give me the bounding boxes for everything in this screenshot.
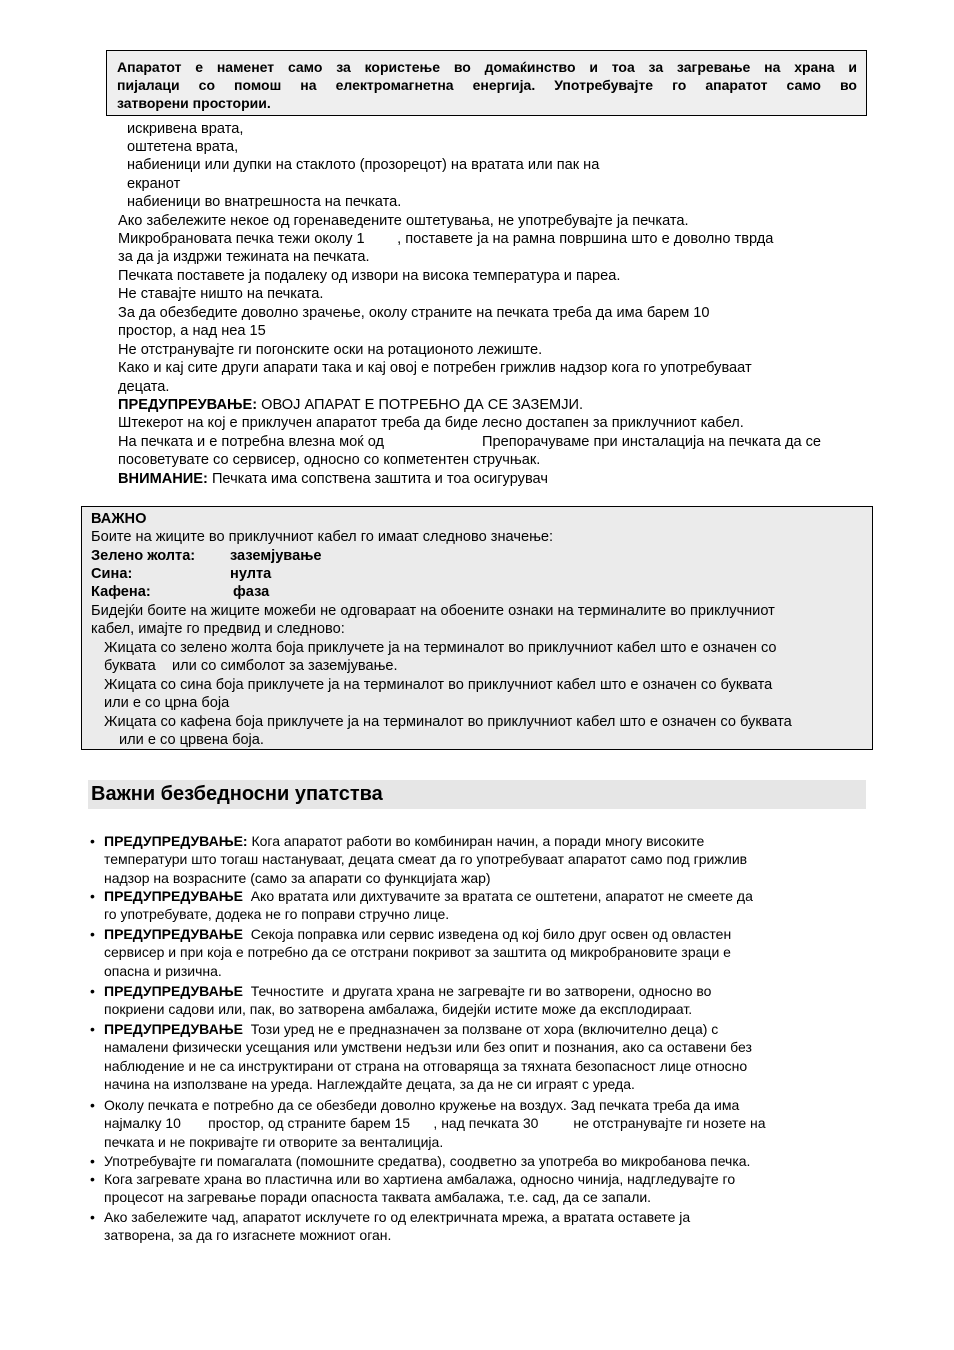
bullet-line [104, 1020, 718, 1038]
bullet-line [104, 1057, 747, 1075]
list-item: набиеници или дупки на стаклото (прозорецот) на вратата или пак на [127, 157, 600, 173]
list-item: искривена врата, [127, 121, 244, 137]
bullet-text: надзор на возрасните (само за апарати со функцијата жар) [104, 869, 491, 886]
bullet-line [104, 869, 491, 887]
bullet-dot-icon: • [90, 1209, 95, 1225]
bullet-text: наблюдение и не са инструктирани от страна на отговаряща за тяхната безопасност лице относно [104, 1057, 748, 1074]
bullet-line [104, 1208, 690, 1226]
plug-line: Штекерот на кој е приклучен апаратот треба да биде лесно достапен за приклучниот кабел. [118, 415, 744, 431]
bullet-dot-icon: • [90, 926, 95, 942]
bullet-line [104, 1170, 735, 1188]
bullet-text: намалени физически усещания или умствени недъзи или без опит и познания, ако са оставени без [104, 1039, 752, 1056]
section-title: Важни безбедносни упатства [91, 783, 383, 805]
important-title: ВАЖНО [91, 511, 147, 527]
instruction-line: Како и кај сите други апарати така и кај овој е потребен грижлив надзор кога го употребуваат [118, 360, 752, 376]
usage-notice-box [106, 50, 867, 116]
bullet-line [104, 1075, 635, 1093]
bullet-text: Течностите и другата храна не загревајте ги во затворени, односно во [242, 983, 712, 999]
bullet-line [104, 1096, 739, 1114]
bullet-line [104, 905, 449, 923]
bullet-text: Секоја поправка или сервис изведена од кој било друг освен од овластен [242, 926, 732, 942]
section-heading [88, 780, 866, 809]
attention-line [118, 470, 548, 488]
wiring-rule: или е со црвена боја. [119, 732, 264, 748]
instruction-line: Печката поставете ја подалеку од извори на висока температура и пареа. [118, 268, 621, 284]
bullet-line [104, 1226, 391, 1244]
bullet-dot-icon: • [90, 983, 95, 999]
bullet-text: Ако забележите чад, апаратот исклучете го од електричната мрежа, а вратата оставете ја [104, 1209, 691, 1225]
usage-notice-line: пијалаци со помош на електромагнетна енергија. Употребувајте го апаратот само во [117, 77, 857, 93]
socket-line-2: посоветувате со сервисер, односно со копметентен стручњак. [118, 452, 541, 468]
bullet-line [104, 1188, 651, 1206]
bullet-dot-icon: • [90, 1153, 95, 1169]
ground-warning-label: ПРЕДУПРЕУВАЊЕ: [118, 397, 258, 413]
bullet-text: покриени садови или, пак, во затворена амбалажа, бидејќи истите може да експлодираат. [104, 1001, 693, 1018]
bullet-text: начина на използване на уреда. Наглеждайте децата, за да не си играят с уреда. [104, 1076, 635, 1093]
bullet-dot-icon: • [90, 1021, 95, 1037]
bullet-dot-icon: • [90, 1097, 95, 1113]
wire-color: Зелено жолта: [91, 548, 196, 564]
bullet-warning-label: ПРЕДУПРЕДУВАЊЕ: [104, 833, 248, 849]
wire-meaning: фаза [233, 584, 270, 600]
bullet-warning-label: ПРЕДУПРЕДУВАЊЕ [104, 888, 243, 904]
usage-notice-line: Апаратот е наменет само за користење во домаќинство и тоа за загревање на храна и [117, 59, 857, 75]
list-item: набиеници во внатрешноста на печката. [127, 194, 402, 210]
instruction-line: Ако забележите некое од горенаведените оштетувања, не употребувајте ја печката. [118, 213, 689, 229]
socket-line: На печката и е потребна влезна моќ од [118, 434, 385, 450]
important-wiring-box [81, 506, 873, 750]
bullet-warning-label: ПРЕДУПРЕДУВАЊЕ [104, 1021, 243, 1037]
bullet-line [104, 982, 711, 1000]
socket-line-cont: Препорачуваме при инсталација на печката да се [482, 434, 822, 450]
usage-notice-line: затворени простории. [117, 95, 271, 111]
bullet-text: Ако вратата или дихтувачите за вратата се оштетени, апаратот не смеете да [242, 888, 753, 904]
important-note: Бидејќи боите на жиците можеби не одговараат на обоените ознаки на терминалите во приклучниот [91, 603, 775, 619]
bullet-line [104, 1133, 443, 1151]
attention-text: Печката има сопствена заштита и тоа осигурувач [207, 471, 548, 487]
wiring-rule: Жицата со зелено жолта боја приклучете ја на терминалот во приклучниот кабел што е означен со [104, 640, 777, 656]
bullet-text: процесот на загревање поради опасноста таквата амбалажа, т.е. сад, да се запали. [104, 1189, 652, 1206]
bullet-dot-icon: • [90, 1171, 95, 1187]
bullet-line [104, 925, 731, 943]
instruction-line: простор, а над неа 15 [118, 323, 266, 339]
bullet-line [104, 832, 704, 850]
bullet-line [104, 1114, 766, 1132]
instruction-line: за да ја издржи тежината на печката. [118, 249, 370, 265]
bullet-text: Околу печката е потребно да се обезбеди доволно кружење на воздух. Зад печката треба да има [104, 1097, 740, 1113]
important-note: кабел, имајте го предвид и следново: [91, 621, 345, 637]
wiring-rule: Жицата со кафена боја приклучете ја на терминалот во приклучниот кабел што е означен со буквата [104, 714, 792, 730]
bullet-text: затворена, за да го изгаснете можниот оган. [104, 1227, 392, 1244]
bullet-line [104, 943, 731, 961]
wiring-rule: буквата или со симболот за заземјување. [104, 658, 398, 674]
attention-label: ВНИМАНИЕ: [118, 471, 208, 487]
wiring-rule: Жицата со сина боја приклучете ја на терминалот во приклучниот кабел што е означен со буквата [104, 677, 773, 693]
wiring-rule: или е со црна боја [104, 695, 230, 711]
bullet-text: Кога апаратот работи во комбиниран начин, а поради многу високите [247, 833, 705, 849]
bullet-text: сервисер и при која е потребно да се отстрани покривот за заштита од микробрановите зраци е [104, 944, 731, 961]
bullet-text: опасна и ризична. [104, 962, 222, 979]
bullet-dot-icon: • [90, 888, 95, 904]
bullet-line [104, 1000, 692, 1018]
important-intro: Боите на жиците во приклучниот кабел го имаат следново значење: [91, 529, 554, 545]
bullet-text: најмалку 10 простор, од страните барем 15 , над печката 30 не отстранувајте ги нозете на [104, 1115, 766, 1132]
ground-warning-text: ОВОЈ АПАРАТ Е ПОТРЕБНО ДА СЕ ЗАЗЕМЈИ. [257, 397, 584, 413]
bullet-text: Употребувајте ги помагалата (помошните средатва), соодветно за употреба во микробанова печка. [104, 1153, 751, 1169]
wire-color: Кафена: [91, 584, 151, 600]
bullet-text: Този уред не е предназначен за ползване от хора (включително деца) с [242, 1021, 719, 1037]
list-item: оштетена врата, [127, 139, 239, 155]
wire-meaning: нулта [230, 566, 272, 582]
bullet-warning-label: ПРЕДУПРЕДУВАЊЕ [104, 926, 243, 942]
instruction-line: Не отстранувајте ги погонските оски на ротационото лежиште. [118, 342, 543, 358]
bullet-warning-label: ПРЕДУПРЕДУВАЊЕ [104, 983, 243, 999]
bullet-line [104, 850, 747, 868]
bullet-text: Кога загревате храна во пластична или во хартиена амбалажа, односно чинија, надгледувајте го [104, 1171, 736, 1187]
bullet-line [104, 962, 222, 980]
bullet-line [104, 1152, 750, 1170]
bullet-text: печката и не покривајте ги отворите за венталиција. [104, 1133, 444, 1150]
bullet-line [104, 1038, 752, 1056]
instruction-line: Не ставајте ништо на печката. [118, 286, 324, 302]
wire-meaning: заземјување [230, 548, 322, 564]
bullet-dot-icon: • [90, 833, 95, 849]
instruction-line: Микробрановата печка тежи околу 1 , поставете ја на рамна површина што е доволно тврда [118, 231, 774, 247]
wire-color: Сина: [91, 566, 133, 582]
ground-warning [118, 396, 583, 414]
bullet-text: температури што тогаш настануваат, децата смеат да го употребуваат апаратот само под грижлив [104, 851, 748, 868]
bullet-text: го употребувате, додека не го поправи стручно лице. [104, 906, 450, 923]
instruction-line: децата. [118, 379, 170, 395]
bullet-line [104, 887, 753, 905]
instruction-line: За да обезбедите доволно зрачење, околу страните на печката треба да има барем 10 [118, 305, 710, 321]
list-item: екранот [127, 176, 181, 192]
